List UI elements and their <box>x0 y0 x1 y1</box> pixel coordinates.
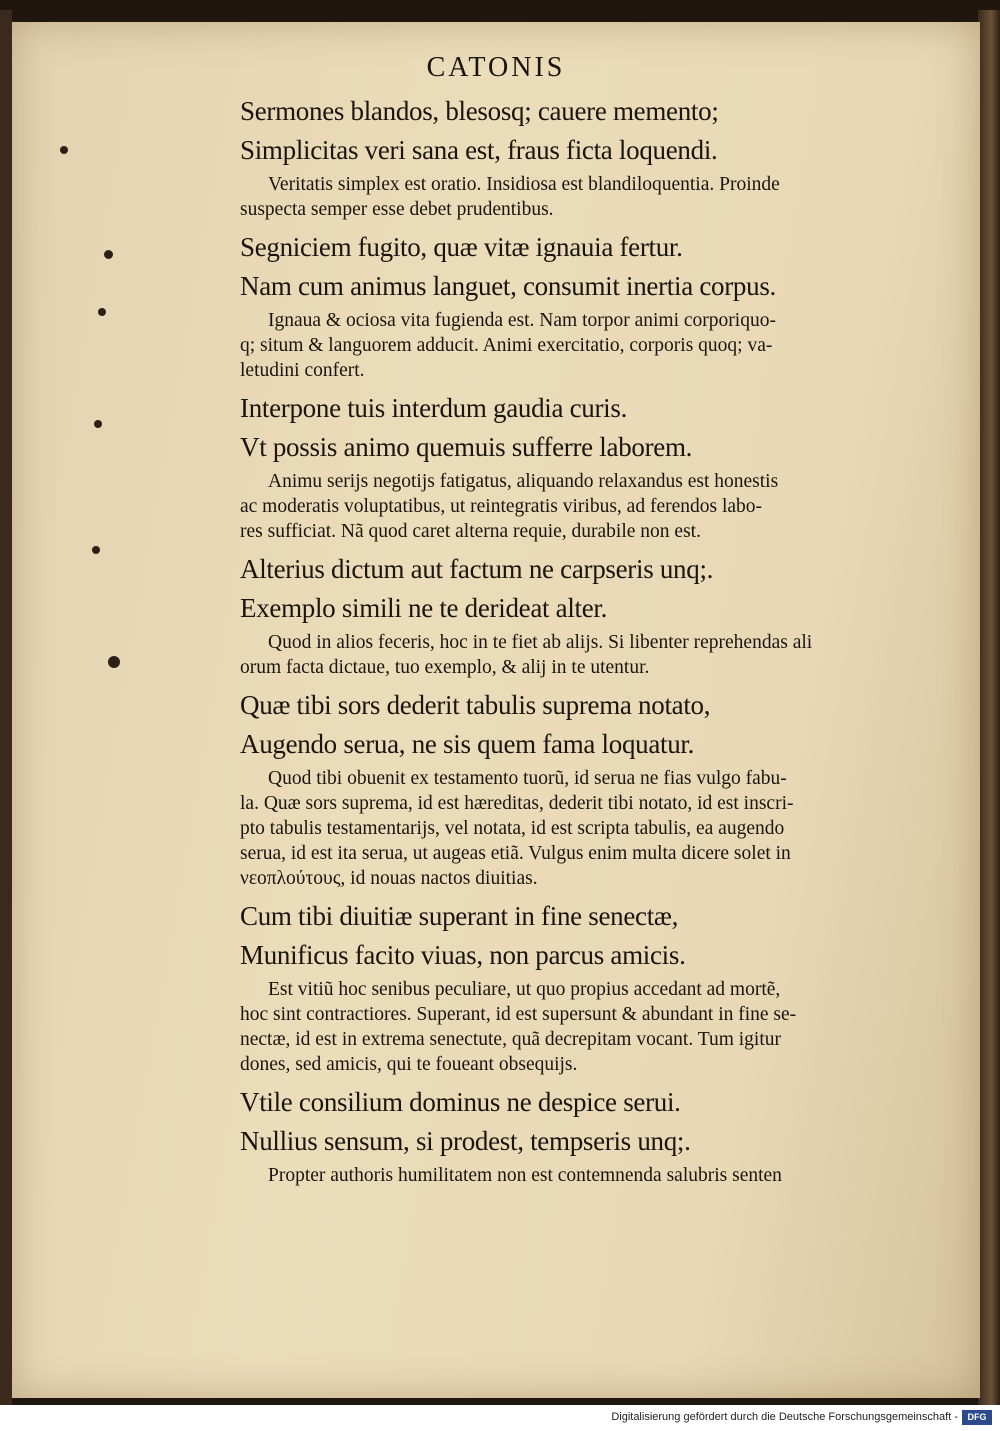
ink-spot <box>60 146 68 154</box>
commentary-line: suspecta semper esse debet prudentibus. <box>240 199 554 220</box>
commentary-line: Animu serijs negotijs fatigatus, aliquando relaxandus est honestis <box>268 471 779 492</box>
commentary-line: serua, id est ita serua, ut augeas etiã. Vulgus enim multa dicere solet in <box>240 843 791 864</box>
commentary-line: res sufficiat. Nã quod caret alterna requie, durabile non est. <box>240 521 701 542</box>
commentary-line: Propter authoris humilitatem non est contemnenda salubris senten <box>268 1165 782 1186</box>
running-head: CATONIS <box>426 52 566 83</box>
commentary-line: Quod in alios feceris, hoc in te fiet ab alijs. Si libenter reprehendas ali <box>268 632 813 653</box>
verse-line: Cum tibi diuitiæ superant in fine senectæ, <box>240 901 679 931</box>
ink-spot <box>92 546 100 554</box>
verse-line: Vtile consilium dominus ne despice serui. <box>240 1087 681 1117</box>
footer-bar <box>0 1405 1000 1431</box>
verse-line: Vt possis animo quemuis sufferre laborem. <box>240 432 693 462</box>
commentary-line: ac moderatis voluptatibus, ut reintegratis viribus, ad ferendos labo- <box>240 496 763 517</box>
verse-line: Sermones blandos, blesosq; cauere memento; <box>240 96 719 126</box>
verse-line: Segniciem fugito, quæ vitæ ignauia fertur. <box>240 232 683 262</box>
ink-spot <box>94 420 102 428</box>
commentary-paragraph <box>240 630 930 680</box>
verse-line: Quæ tibi sors dederit tabulis suprema notato, <box>240 690 711 720</box>
commentary-line: la. Quæ sors suprema, id est hæreditas, dederit tibi notato, id est inscri- <box>240 793 794 814</box>
commentary-paragraph <box>240 172 930 222</box>
verse-line: Exemplo simili ne te derideat alter. <box>240 593 608 623</box>
book-right-edge <box>978 10 1000 1405</box>
commentary-line: hoc sint contractiores. Superant, id est supersunt & abundant in fine se- <box>240 1004 797 1025</box>
verse-line: Interpone tuis interdum gaudia curis. <box>240 393 628 423</box>
commentary-line: letudini confert. <box>240 360 365 381</box>
verse-line: Alterius dictum aut factum ne carpseris unq;. <box>240 554 714 584</box>
commentary-line: νεοπλούτους, id nouas nactos diuitias. <box>240 868 538 889</box>
dfg-logo: DFG <box>962 1410 992 1425</box>
commentary-paragraph <box>240 308 930 383</box>
verse-line: Simplicitas veri sana est, fraus ficta loquendi. <box>240 135 718 165</box>
commentary-line: q; situm & languorem adducit. Animi exercitatio, corporis quoq; va- <box>240 335 773 356</box>
commentary-line: pto tabulis testamentarijs, vel notata, id est scripta tabulis, ea augendo <box>240 818 785 839</box>
book-left-edge <box>0 10 12 1405</box>
page-text <box>240 92 930 1194</box>
commentary-line: Veritatis simplex est oratio. Insidiosa est blandiloquentia. Proinde <box>268 174 780 195</box>
commentary-paragraph <box>240 977 930 1077</box>
commentary-line: nectæ, id est in extrema senectute, quã decrepitam vocant. Tum igitur <box>240 1029 781 1050</box>
ink-spot <box>104 250 113 259</box>
verse-line: Augendo serua, ne sis quem fama loquatur. <box>240 729 695 759</box>
book-page <box>12 22 980 1398</box>
commentary-line: dones, sed amicis, qui te foueant obsequijs. <box>240 1054 578 1075</box>
funding-notice: Digitalisierung gefördert durch die Deutsche Forschungsgemeinschaft - <box>611 1411 958 1423</box>
verse-line: Nullius sensum, si prodest, tempseris unq;. <box>240 1126 691 1156</box>
ink-spot <box>108 656 120 668</box>
ink-spot <box>98 308 106 316</box>
commentary-paragraph <box>240 1163 930 1188</box>
commentary-paragraph <box>240 766 930 891</box>
commentary-line: Est vitiũ hoc senibus peculiare, ut quo propius accedant ad mortẽ, <box>268 979 781 1000</box>
verse-line: Munificus facito viuas, non parcus amicis. <box>240 940 686 970</box>
commentary-line: Quod tibi obuenit ex testamento tuorũ, id serua ne fias vulgo fabu- <box>268 768 787 789</box>
commentary-line: orum facta dictaue, tuo exemplo, & alij in te utentur. <box>240 657 650 678</box>
commentary-line: Ignaua & ociosa vita fugienda est. Nam torpor animi corporiquo- <box>268 310 776 331</box>
commentary-paragraph <box>240 469 930 544</box>
verse-line: Nam cum animus languet, consumit inertia corpus. <box>240 271 776 301</box>
